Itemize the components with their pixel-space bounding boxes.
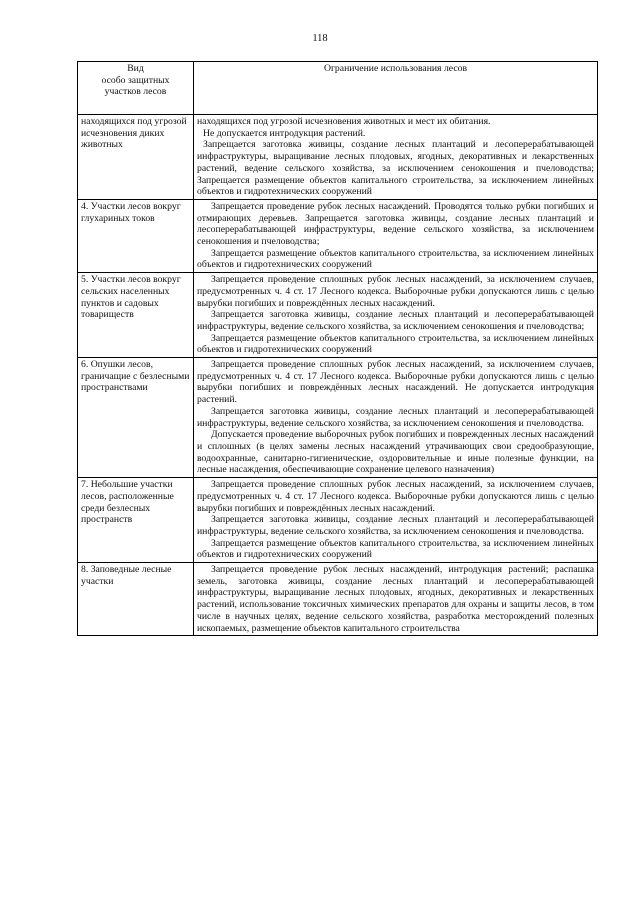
table-row — [78, 273, 598, 358]
row-kind-cell: 4. Участки лесов вокруг глухариных токов — [78, 199, 194, 272]
restriction-paragraph: Запрещается размещение объектов капитального строительства, за исключением линейных объектов и гидротехнических сооружений — [197, 247, 594, 271]
restriction-paragraph: находящихся под угрозой исчезновения животных и мест их обитания. — [197, 116, 491, 127]
table-row — [78, 358, 598, 478]
restriction-paragraph: Запрещается проведение сплошных рубок лесных насаждений, за исключением случаев, предусмотренных ч. 4 ст. 17 Лесного кодекса. Выборочные рубки допускаются лишь с целью вырубки погибших и повреждённых лесных насаждений. — [197, 479, 594, 514]
table-row — [78, 478, 598, 563]
restriction-paragraph: Запрещается заготовка живицы, создание лесных плантаций и лесоперерабатывающей инфраструктуры, выращивание лесных плодовых, ягодных, декоративных и лекарственных растений, ведение сельского хозяйства, за исключением сенокошения и пчеловодства; Запрещается размещение объектов капитального строительства, за исключением линейных объектов и гидротехнических сооружений — [197, 139, 594, 198]
table-row — [78, 199, 598, 272]
forest-restrictions-table — [77, 61, 598, 636]
table-row — [78, 115, 598, 200]
row-kind-cell: 5. Участки лесов вокруг сельских населенных пунктов и садовых товариществ — [78, 273, 194, 358]
page-number: 118 — [312, 33, 328, 44]
restriction-paragraph: Допускается проведение выборочных рубок погибших и поврежденных лесных насаждений и сплошных (в целях замены лесных насаждений утрачивающих свои средообразующие, водоохранные, санитарно-гигиенические, оздоровительные и иные полезные функции, на лесные насаждения, обеспечивающие сохранение целевого назначения) — [197, 429, 594, 476]
restriction-paragraph: Запрещается размещение объектов капитального строительства, за исключением линейных объектов и гидротехнических сооружений — [197, 537, 594, 561]
row-restriction-cell — [194, 563, 598, 636]
restriction-paragraph: Не допускается интродукция растений. — [203, 127, 366, 139]
header-kind-text: Вид особо защитных участков лесов — [101, 63, 170, 98]
restriction-paragraph: Запрещается проведение рубок лесных насаждений, интродукция растений; распашка земель, заготовка живицы, создание лесных плантаций и лесоперерабатывающей инфраструктуры, выращивание лесных плодовых, ягодных, декоративных и лекарственных растений, использование токсичных химических препаратов для охраны и защиты лесов, в том числе в научных целях, ведение сельского хозяйства, разработка месторождений полезных ископаемых, размещение объектов капитального строительства — [197, 564, 594, 634]
header-restriction: Ограничение использования лесов — [194, 62, 598, 115]
restriction-paragraph: Запрещается проведение сплошных рубок лесных насаждений, за исключением случаев, предусмотренных ч. 4 ст. 17 Лесного кодекса. Выборочные рубки допускаются лишь с целью вырубки погибших и повреждённых лесных насаждений. — [197, 274, 594, 309]
row-kind-cell: находящихся под угрозой исчезновения диких животных — [78, 115, 194, 200]
restriction-paragraph: Запрещается заготовка живицы, создание лесных плантаций и лесоперерабатывающей инфраструктуры, ведение сельского хозяйства, за исключением сенокошения и пчеловодства. — [197, 514, 594, 537]
restriction-paragraph: Запрещается заготовка живицы, создание лесных плантаций и лесоперерабатывающей инфраструктуры, ведение сельского хозяйства, за исключением сенокошения и пчеловодства; — [197, 309, 594, 332]
restriction-paragraph: Запрещается проведение сплошных рубок лесных насаждений, за исключением случаев, предусмотренных ч. 4 ст. 17 Лесного кодекса. Выборочные рубки допускаются лишь с целью вырубки погибших и повреждённых лесных насаждений. Не допускается интродукция растений. — [197, 359, 594, 406]
restriction-paragraph: Запрещается проведение рубок лесных насаждений. Проводятся только рубки погибших и отмирающих деревьев. Запрещается заготовка живицы, создание лесных плантаций и лесоперерабатывающей инфраструктуры, ведение сельского хозяйства, за исключением сенокошения и пчеловодства; — [197, 200, 594, 248]
row-kind-cell: 8. Заповедные лесные участки — [78, 563, 194, 636]
row-restriction-cell — [194, 273, 598, 358]
row-kind-cell: 7. Небольшие участки лесов, расположенные среди безлесных пространств — [78, 478, 194, 563]
row-kind-cell: 6. Опушки лесов, граничащие с безлесными пространствами — [78, 358, 194, 478]
row-restriction-cell — [194, 358, 598, 478]
header-kind — [78, 62, 194, 115]
row-restriction-cell — [194, 199, 598, 272]
row-restriction-cell — [194, 115, 598, 200]
restriction-paragraph: Запрещается заготовка живицы, создание лесных плантаций и лесоперерабатывающей инфраструктуры, ведение сельского хозяйства, за исключением сенокошения и пчеловодства. — [197, 405, 594, 429]
restriction-paragraph: Запрещается размещение объектов капитального строительства, за исключением линейных объектов и гидротехнических сооружений — [197, 332, 594, 356]
table-header-row — [78, 62, 598, 115]
row-restriction-cell — [194, 478, 598, 563]
table-row — [78, 563, 598, 636]
